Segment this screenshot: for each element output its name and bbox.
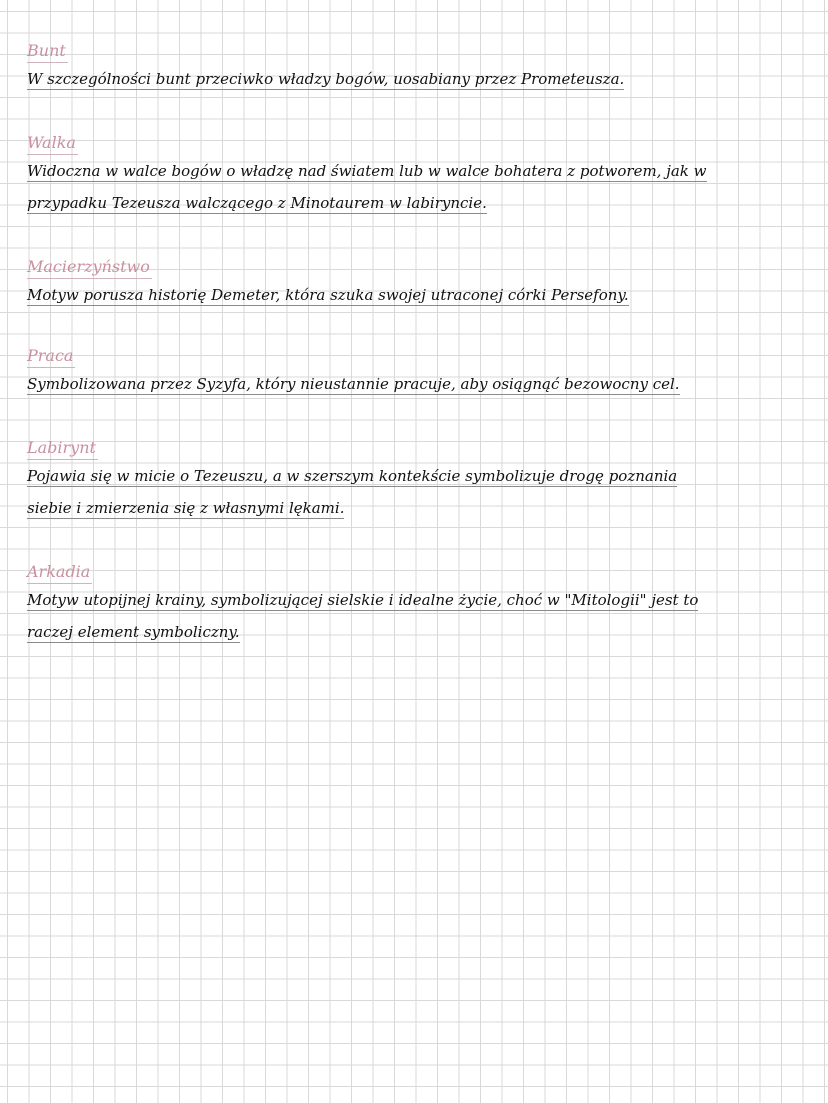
section-praca xyxy=(27,345,807,400)
section-bunt xyxy=(27,40,807,95)
section-walka xyxy=(27,132,807,219)
section-heading: Bunt xyxy=(27,40,68,63)
section-heading: Walka xyxy=(27,132,78,155)
section-body xyxy=(27,279,807,311)
text-line: Widoczna w walce bogów o władzę nad światem lub w walce bohatera z potworem, jak w xyxy=(27,162,707,180)
section-body xyxy=(27,460,807,524)
section-labirynt xyxy=(27,437,807,524)
section-body xyxy=(27,63,807,95)
text-line: W szczególności bunt przeciwko władzy bogów, uosabiany przez Prometeusza. xyxy=(27,70,625,88)
text-line: Motyw utopijnej krainy, symbolizującej sielskie i idealne życie, choć w "Mitologii" jest to xyxy=(27,591,699,609)
section-body xyxy=(27,584,807,648)
section-arkadia xyxy=(27,561,807,648)
text-line: Motyw porusza historię Demeter, która szuka swojej utraconej córki Persefony. xyxy=(27,286,629,304)
section-body xyxy=(27,155,807,219)
text-line: Symbolizowana przez Syzyfa, który nieustannie pracuje, aby osiągnąć bezowocny cel. xyxy=(27,375,680,393)
section-heading: Praca xyxy=(27,345,75,368)
text-line: siebie i zmierzenia się z własnymi lękami. xyxy=(27,499,345,517)
section-body xyxy=(27,368,807,400)
text-line: Pojawia się w micie o Tezeuszu, a w szerszym kontekście symbolizuje drogę poznania xyxy=(27,467,678,485)
section-heading: Macierzyństwo xyxy=(27,256,152,279)
section-macierzynstwo xyxy=(27,256,807,311)
section-heading: Labirynt xyxy=(27,437,98,460)
text-line: raczej element symboliczny. xyxy=(27,623,240,641)
text-line: przypadku Tezeusza walczącego z Minotaurem w labiryncie. xyxy=(27,194,487,212)
section-heading: Arkadia xyxy=(27,561,92,584)
